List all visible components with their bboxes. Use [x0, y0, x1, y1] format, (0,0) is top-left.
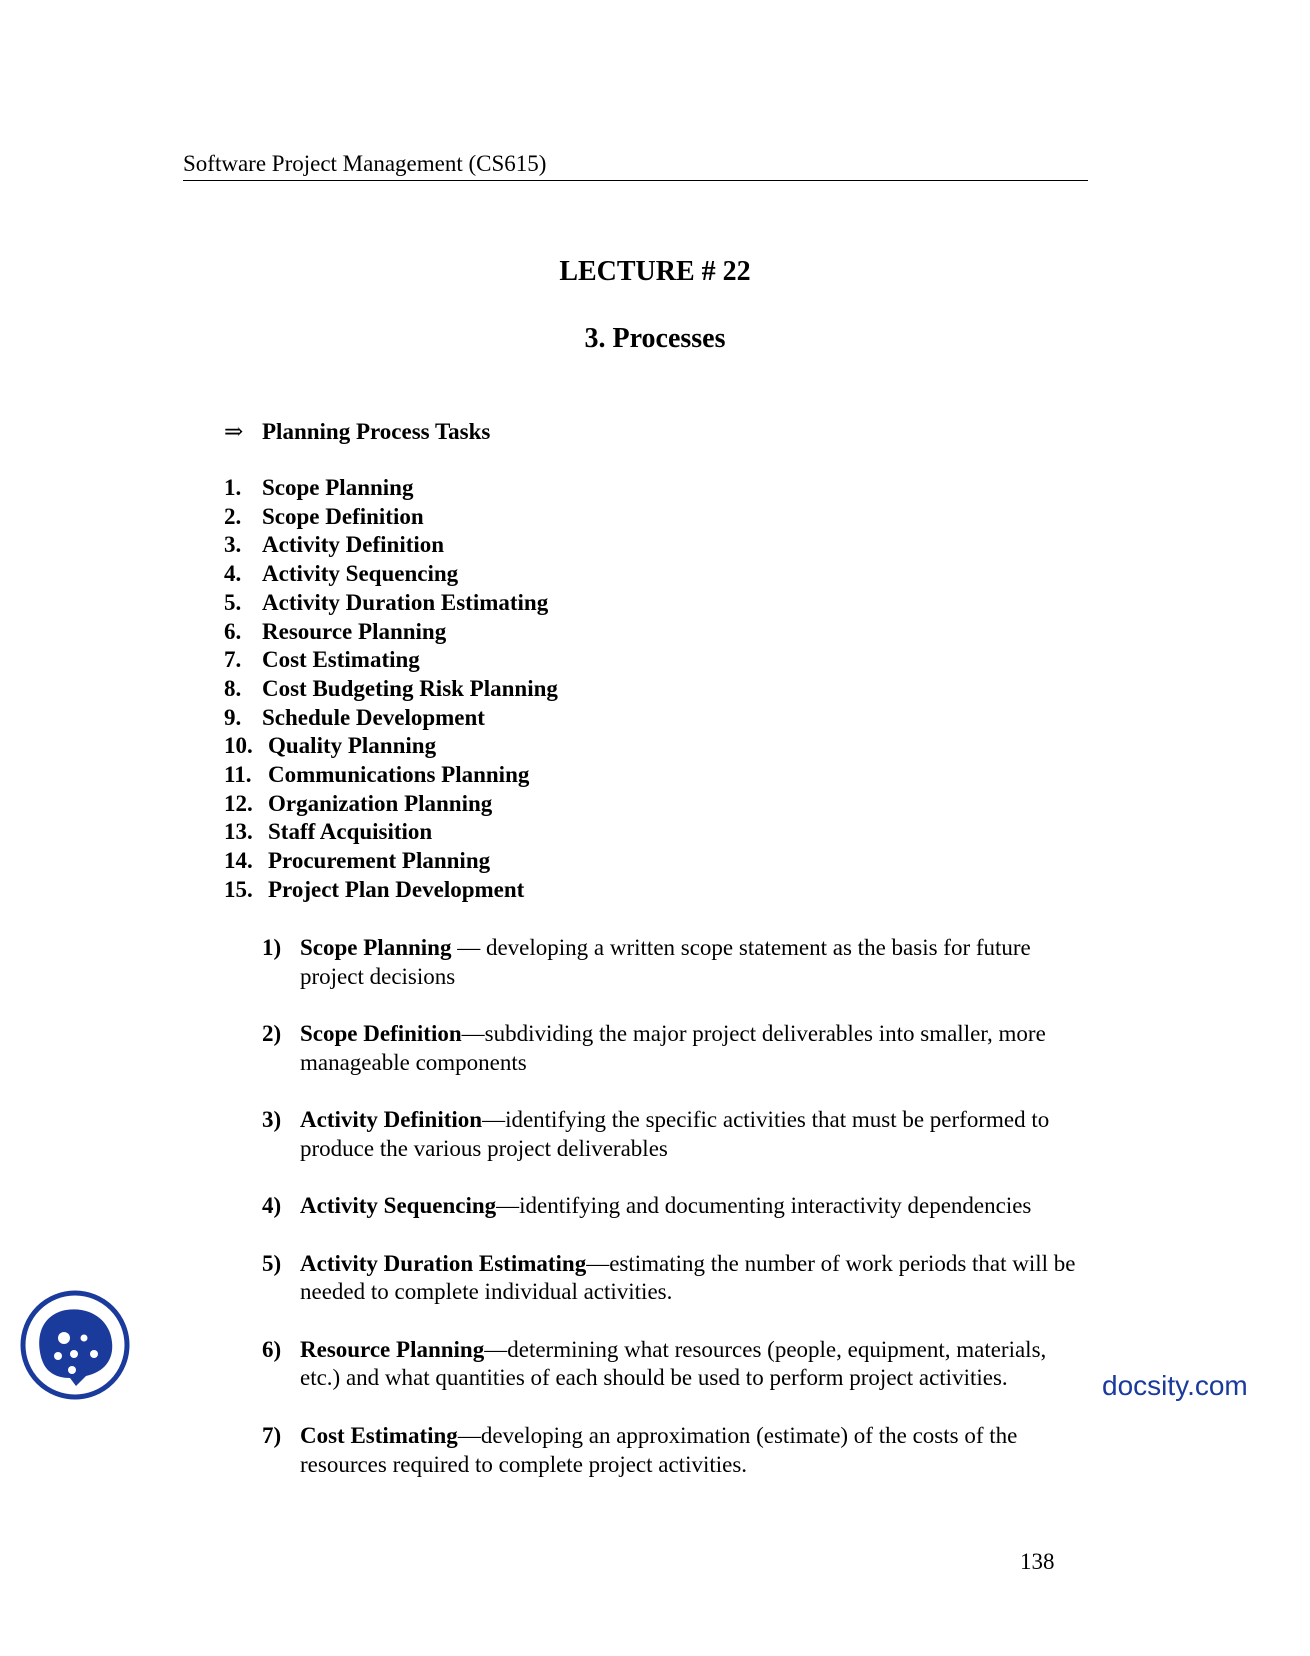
list-item: 14. Procurement Planning: [224, 848, 491, 874]
task-list: [224, 474, 558, 905]
list-item: 2. Scope Definition: [224, 503, 424, 529]
list-item: 11. Communications Planning: [224, 762, 530, 788]
list-item: 7. Cost Estimating: [224, 647, 420, 673]
description-item: 5) Activity Duration Estimating—estimating the number of work periods that will be needed to complete individual activities.: [262, 1250, 1076, 1305]
description-item: 6) Resource Planning—determining what resources (people, equipment, materials, etc.) and what quantities of each should be used to perform project activities.: [262, 1336, 1047, 1391]
running-header: Software Project Management (CS615): [183, 151, 547, 176]
planning-heading-label: Planning Process Tasks: [262, 419, 491, 444]
double-arrow-icon: ⇒: [224, 419, 244, 444]
list-item: 12. Organization Planning: [224, 790, 493, 816]
list-item: 4. Activity Sequencing: [224, 561, 459, 587]
list-item: 5. Activity Duration Estimating: [224, 589, 549, 615]
planning-heading: [224, 418, 490, 446]
list-item: 3. Activity Definition: [224, 532, 445, 558]
list-item: 9. Schedule Development: [224, 704, 485, 730]
list-item: 13. Staff Acquisition: [224, 819, 433, 845]
header-divider: [183, 180, 1088, 181]
lecture-title: LECTURE # 22: [559, 256, 751, 287]
docsity-watermark[interactable]: docsity.com: [1102, 1370, 1248, 1401]
description-item: 7) Cost Estimating—developing an approximation (estimate) of the costs of the resources required to complete project activities.: [262, 1422, 1018, 1477]
description-item: 4) Activity Sequencing—identifying and documenting interactivity dependencies: [262, 1193, 1032, 1219]
description-list: [262, 934, 1092, 1508]
docsity-logo-icon: [20, 1290, 130, 1400]
description-item: 3) Activity Definition—identifying the specific activities that must be performed to produce the various project deliverables: [262, 1107, 1050, 1161]
list-item: 1. Scope Planning: [224, 475, 414, 500]
list-item: 6. Resource Planning: [224, 618, 447, 644]
list-item: 15. Project Plan Development: [224, 876, 525, 902]
description-item: 2) Scope Definition—subdividing the major project deliverables into smaller, more manageable components: [262, 1021, 1046, 1075]
list-item: 10. Quality Planning: [224, 733, 437, 759]
description-item: 1) Scope Planning — developing a written scope statement as the basis for future project decisions: [262, 935, 1031, 989]
section-title: 3. Processes: [584, 323, 726, 354]
list-item: 8. Cost Budgeting Risk Planning: [224, 675, 558, 701]
page-number: 138: [1020, 1549, 1055, 1574]
